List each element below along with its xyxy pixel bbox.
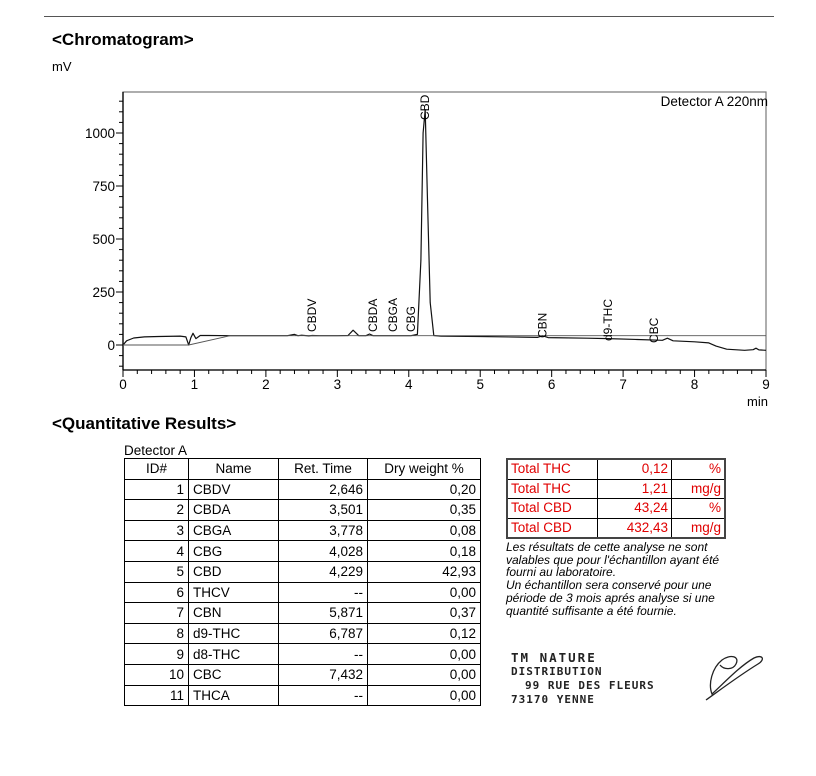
cell-dry-weight: 0,18: [368, 541, 481, 562]
note-line: fourni au laboratoire.: [506, 565, 617, 580]
plot-frame: [123, 92, 766, 370]
cell-dry-weight: 0,12: [368, 623, 481, 644]
cell-id: 5: [125, 561, 189, 582]
signal-trace: [123, 110, 766, 351]
cell-ret-time: 6,787: [279, 623, 368, 644]
peak-label: CBDV: [305, 298, 320, 332]
results-row: [125, 685, 481, 706]
y-axis-unit-label: mV: [52, 59, 72, 74]
cell-name: CBDA: [189, 500, 279, 521]
axes: [85, 92, 770, 392]
note-line: valables que pour l'échantillon ayant été: [506, 552, 720, 567]
cell-name: d8-THC: [189, 644, 279, 665]
total-unit: %: [672, 499, 726, 519]
results-row: [125, 623, 481, 644]
x-tick-label: 9: [762, 377, 770, 392]
cell-ret-time: 5,871: [279, 603, 368, 624]
total-unit: mg/g: [672, 479, 726, 499]
peak-label: CBC: [646, 317, 661, 343]
total-label: Total CBD: [507, 499, 598, 519]
disclaimer-note: [506, 541, 766, 617]
cell-id: 3: [125, 520, 189, 541]
totals-table: [506, 458, 726, 539]
total-unit: %: [672, 459, 726, 479]
x-tick-label: 0: [119, 377, 127, 392]
cell-name: CBN: [189, 603, 279, 624]
cell-ret-time: 3,778: [279, 520, 368, 541]
cell-name: CBG: [189, 541, 279, 562]
y-tick-label: 500: [92, 232, 115, 247]
cell-name: THCV: [189, 582, 279, 603]
cell-dry-weight: 0,35: [368, 500, 481, 521]
peak-label: CBD: [418, 94, 433, 120]
results-row: [125, 479, 481, 500]
total-value: 432,43: [598, 518, 672, 538]
cell-id: 2: [125, 500, 189, 521]
total-label: Total THC: [507, 479, 598, 499]
cell-name: d9-THC: [189, 623, 279, 644]
total-unit: mg/g: [672, 518, 726, 538]
total-label: Total THC: [507, 459, 598, 479]
stamp-line: DISTRIBUTION: [511, 665, 603, 678]
company-stamp: [511, 651, 655, 707]
y-tick-label: 1000: [84, 126, 115, 141]
cell-dry-weight: 0,37: [368, 603, 481, 624]
results-row: [125, 603, 481, 624]
results-row: [125, 500, 481, 521]
cell-dry-weight: 0,00: [368, 685, 481, 706]
cell-id: 6: [125, 582, 189, 603]
x-tick-label: 2: [262, 377, 270, 392]
x-tick-label: 7: [619, 377, 627, 392]
x-tick-label: 8: [690, 377, 699, 392]
cell-dry-weight: 0,00: [368, 582, 481, 603]
peak-label: CBN: [535, 312, 550, 338]
chromatogram-title: <Chromatogram>: [52, 30, 194, 49]
cell-ret-time: 4,229: [279, 561, 368, 582]
results-table: [124, 458, 481, 706]
cell-name: CBC: [189, 664, 279, 685]
cell-dry-weight: 0,20: [368, 479, 481, 500]
cell-id: 10: [125, 664, 189, 685]
totals-row: [507, 518, 725, 538]
cell-dry-weight: 42,93: [368, 561, 481, 582]
totals-row: [507, 479, 725, 499]
col-dry-weight: Dry weight %: [368, 459, 481, 480]
x-tick-label: 5: [476, 377, 484, 392]
y-tick-label: 0: [107, 338, 115, 353]
col-id: ID#: [125, 459, 189, 480]
totals-row: [507, 499, 725, 519]
cell-id: 9: [125, 644, 189, 665]
x-tick-label: 1: [190, 377, 199, 392]
stamp-line: TM NATURE: [511, 650, 597, 665]
cell-name: THCA: [189, 685, 279, 706]
note-line: période de 3 mois aprés analyse si une: [506, 590, 715, 605]
peak-label: d9-THC: [600, 298, 615, 341]
note-line: Les résultats de cette analyse ne sont: [506, 540, 708, 554]
cell-ret-time: --: [279, 582, 368, 603]
cell-id: 8: [125, 623, 189, 644]
peak-label: CBGA: [385, 297, 400, 332]
cell-ret-time: 2,646: [279, 479, 368, 500]
x-tick-label: 4: [405, 377, 413, 392]
results-header-row: [125, 459, 481, 480]
cell-name: CBD: [189, 561, 279, 582]
cell-id: 4: [125, 541, 189, 562]
cell-dry-weight: 0,00: [368, 644, 481, 665]
cell-ret-time: --: [279, 644, 368, 665]
x-axis-label: min: [747, 394, 768, 409]
peak-label: CBDA: [366, 298, 381, 332]
totals-row: [507, 459, 725, 479]
results-row: [125, 561, 481, 582]
results-row: [125, 582, 481, 603]
series-group: [123, 110, 766, 351]
detector-annotation: Detector A 220nm: [660, 94, 768, 109]
stamp-line: 99 RUE DES FLEURS: [525, 679, 655, 692]
total-value: 0,12: [598, 459, 672, 479]
total-value: 1,21: [598, 479, 672, 499]
peak-label: CBG: [403, 305, 418, 332]
results-row: [125, 644, 481, 665]
x-tick-label: 3: [333, 377, 342, 392]
results-row: [125, 664, 481, 685]
peak-labels: [305, 94, 661, 343]
cell-name: CBGA: [189, 520, 279, 541]
cell-id: 11: [125, 685, 189, 706]
results-row: [125, 520, 481, 541]
baseline-trace: [123, 336, 766, 345]
cell-name: CBDV: [189, 479, 279, 500]
signature: [700, 650, 770, 706]
cell-id: 7: [125, 603, 189, 624]
y-tick-label: 750: [92, 179, 115, 194]
detector-label: Detector A: [124, 443, 188, 458]
cell-ret-time: --: [279, 685, 368, 706]
results-row: [125, 541, 481, 562]
total-label: Total CBD: [507, 518, 598, 538]
cell-dry-weight: 0,08: [368, 520, 481, 541]
cell-dry-weight: 0,00: [368, 664, 481, 685]
stamp-line: 73170 YENNE: [511, 693, 595, 706]
y-tick-label: 250: [92, 285, 115, 300]
col-ret-time: Ret. Time: [279, 459, 368, 480]
cell-ret-time: 7,432: [279, 664, 368, 685]
col-name: Name: [189, 459, 279, 480]
cell-id: 1: [125, 479, 189, 500]
cell-ret-time: 4,028: [279, 541, 368, 562]
cell-ret-time: 3,501: [279, 500, 368, 521]
note-line: Un échantillon sera conservé pour une: [506, 578, 712, 593]
total-value: 43,24: [598, 499, 672, 519]
x-tick-label: 6: [547, 377, 556, 392]
quantitative-title: <Quantitative Results>: [52, 414, 237, 433]
note-line: quantité suffisante a été fournie.: [506, 603, 677, 618]
